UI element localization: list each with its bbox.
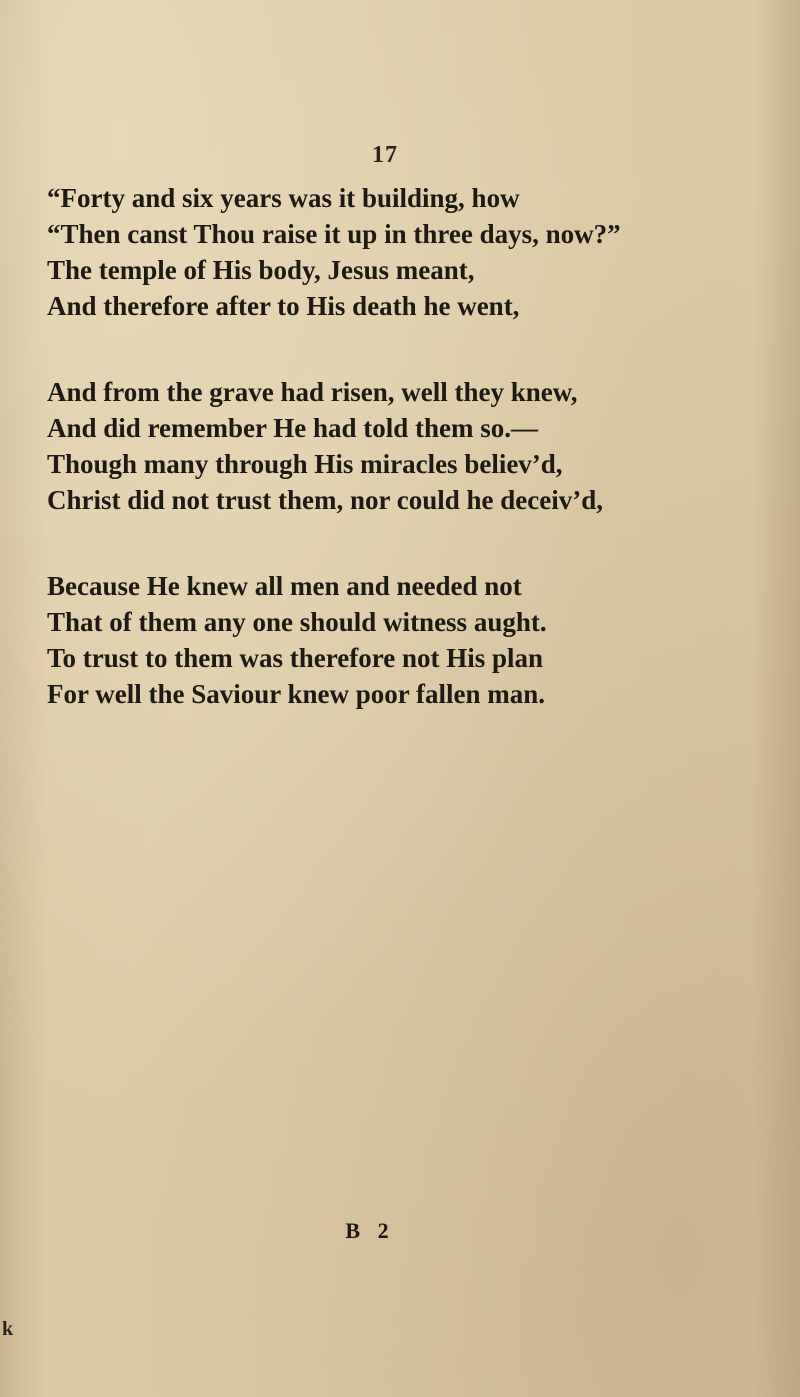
poem-line: And did remember He had told them so.— — [47, 413, 539, 443]
poem-line: That of them any one should witness aught. — [47, 607, 547, 637]
poem-line: And therefore after to His death he went, — [47, 291, 520, 321]
poem-line: Christ did not trust them, nor could he deceiv’d, — [47, 485, 604, 515]
poem — [47, 180, 787, 762]
printer-signature-mark: B 2 — [345, 1218, 395, 1243]
poem-line: And from the grave had risen, well they knew, — [47, 377, 578, 407]
poem-line: To trust to them was therefore not His plan — [47, 643, 543, 673]
poem-line: “Forty and six years was it building, how — [47, 183, 520, 213]
stanza-3 — [47, 568, 787, 712]
stanza-1 — [47, 180, 787, 324]
poem-line: “Then canst Thou raise it up in three days, now?” — [47, 219, 621, 249]
poem-line: Because He knew all men and needed not — [47, 571, 522, 601]
page-number: 17 — [372, 142, 398, 168]
edge-mark: k — [2, 1318, 14, 1340]
poem-line: Though many through His miracles believ’d, — [47, 449, 563, 479]
poem-line: The temple of His body, Jesus meant, — [47, 255, 475, 285]
stanza-2 — [47, 374, 787, 518]
poem-line: For well the Saviour knew poor fallen man. — [47, 679, 546, 709]
